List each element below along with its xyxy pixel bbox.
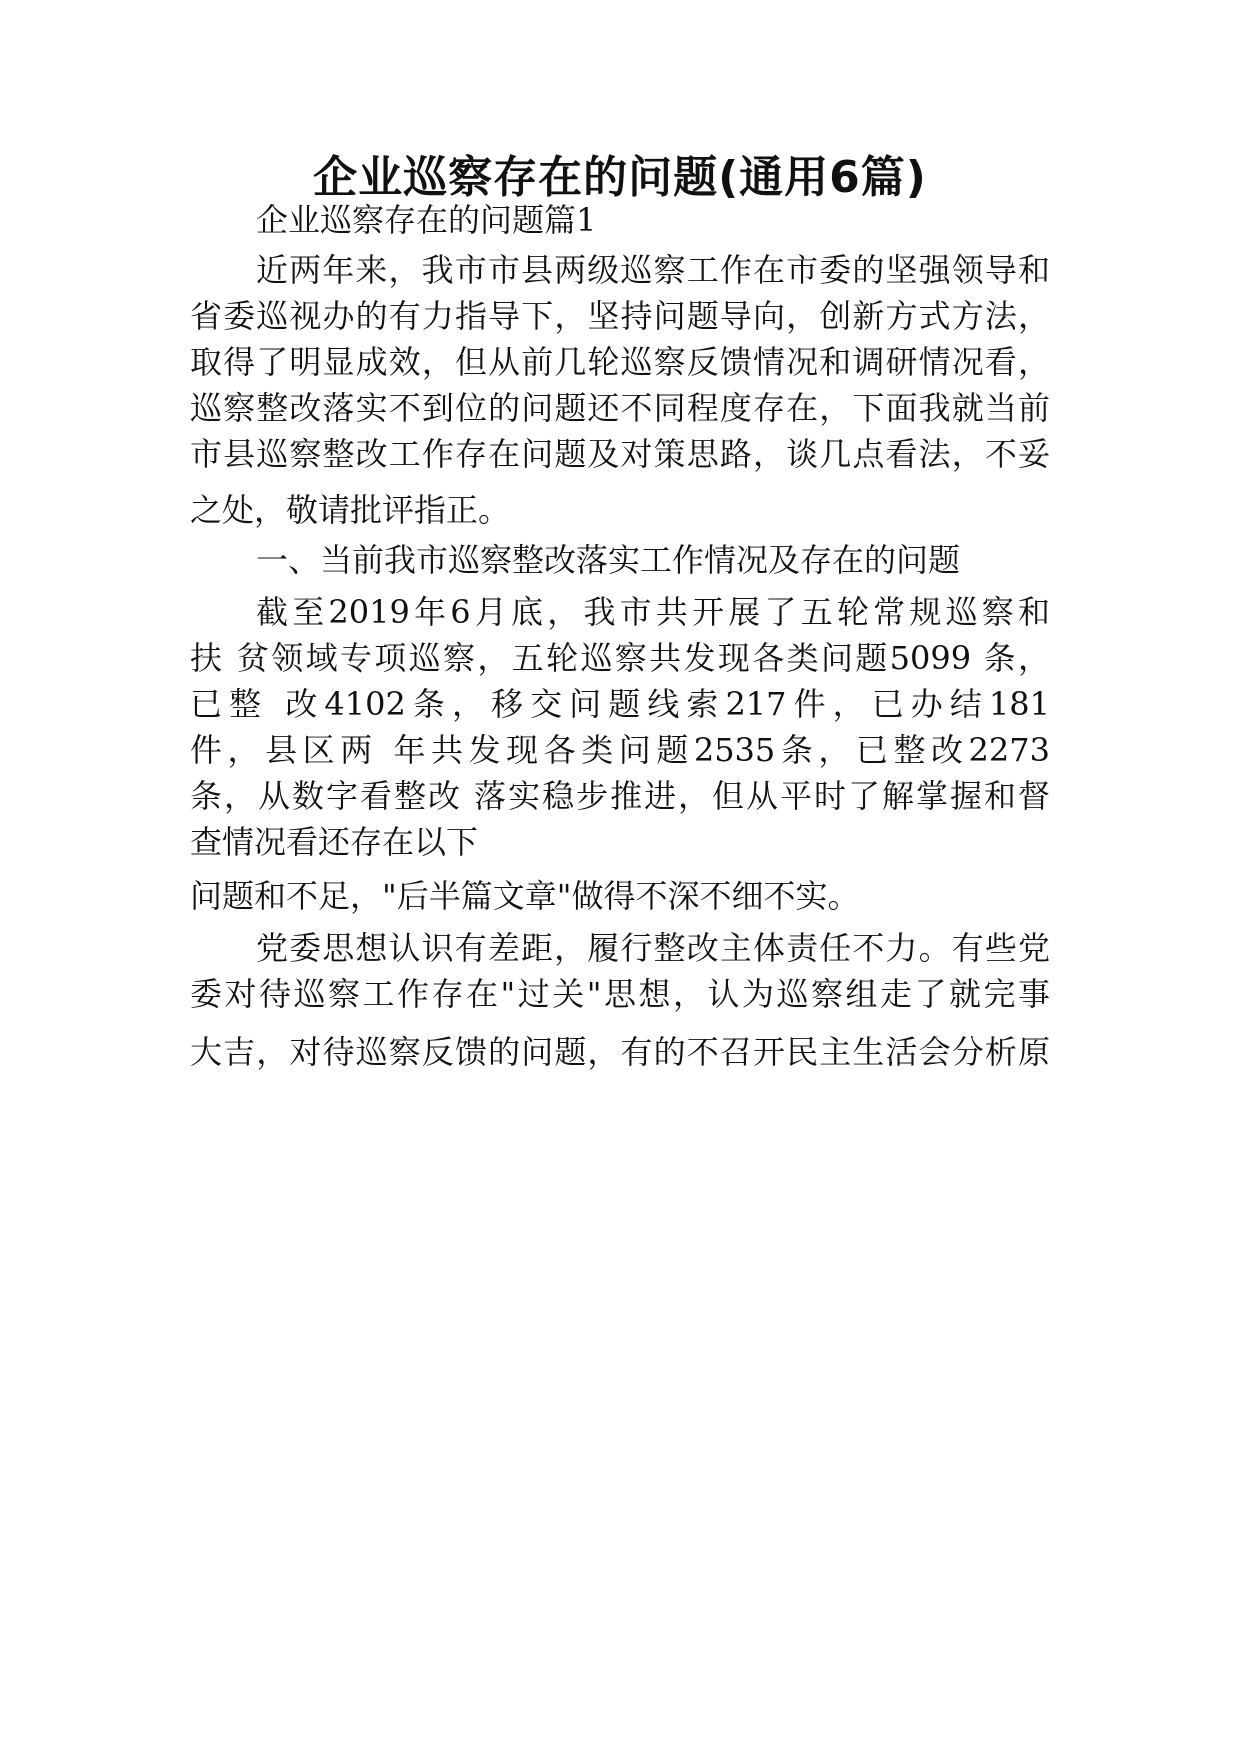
- paragraph-line: 委对待巡察工作存在"过关"思想，认为巡察组走了就完事: [190, 975, 1050, 1013]
- paragraph-line: 取得了明显成效，但从前几轮巡察反馈情况和调研情况看，: [190, 343, 1050, 381]
- paragraph-line: 扶 贫领域专项巡察，五轮巡察共发现各类问题5099 条，: [190, 639, 1050, 677]
- paragraph-line: 之处，敬请批评指正。: [190, 491, 511, 529]
- paragraph-line: 件，县区两 年共发现各类问题2535条，已整改2273: [190, 731, 1050, 769]
- paragraph-line: 省委巡视办的有力指导下，坚持问题导向，创新方式方法，: [190, 297, 1050, 335]
- paragraph-line: 近两年来，我市市县两级巡察工作在市委的坚强领导和: [256, 251, 1050, 289]
- subheading: 一、当前我市巡察整改落实工作情况及存在的问题: [256, 541, 961, 579]
- section-heading: 企业巡察存在的问题篇1: [256, 201, 597, 239]
- document-title: 企业巡察存在的问题(通用6篇): [313, 152, 927, 203]
- paragraph-line: 已整 改4102条，移交问题线索217件，已办结181: [190, 685, 1050, 723]
- paragraph-line: 查情况看还存在以下: [190, 823, 479, 861]
- paragraph-line: 截至2019年6月底，我市共开展了五轮常规巡察和: [256, 593, 1050, 631]
- paragraph-line: 条，从数字看整改 落实稳步推进，但从平时了解掌握和督: [190, 777, 1050, 815]
- paragraph-line: 市县巡察整改工作存在问题及对策思路，谈几点看法，不妥: [190, 435, 1050, 473]
- paragraph-line: 党委思想认识有差距，履行整改主体责任不力。有些党: [256, 929, 1050, 967]
- paragraph-line: 问题和不足，"后半篇文章"做得不深不细不实。: [190, 877, 860, 915]
- paragraph-line: 巡察整改落实不到位的问题还不同程度存在，下面我就当前: [190, 389, 1050, 427]
- paragraph-line: 大吉，对待巡察反馈的问题，有的不召开民主生活会分析原: [190, 1033, 1050, 1071]
